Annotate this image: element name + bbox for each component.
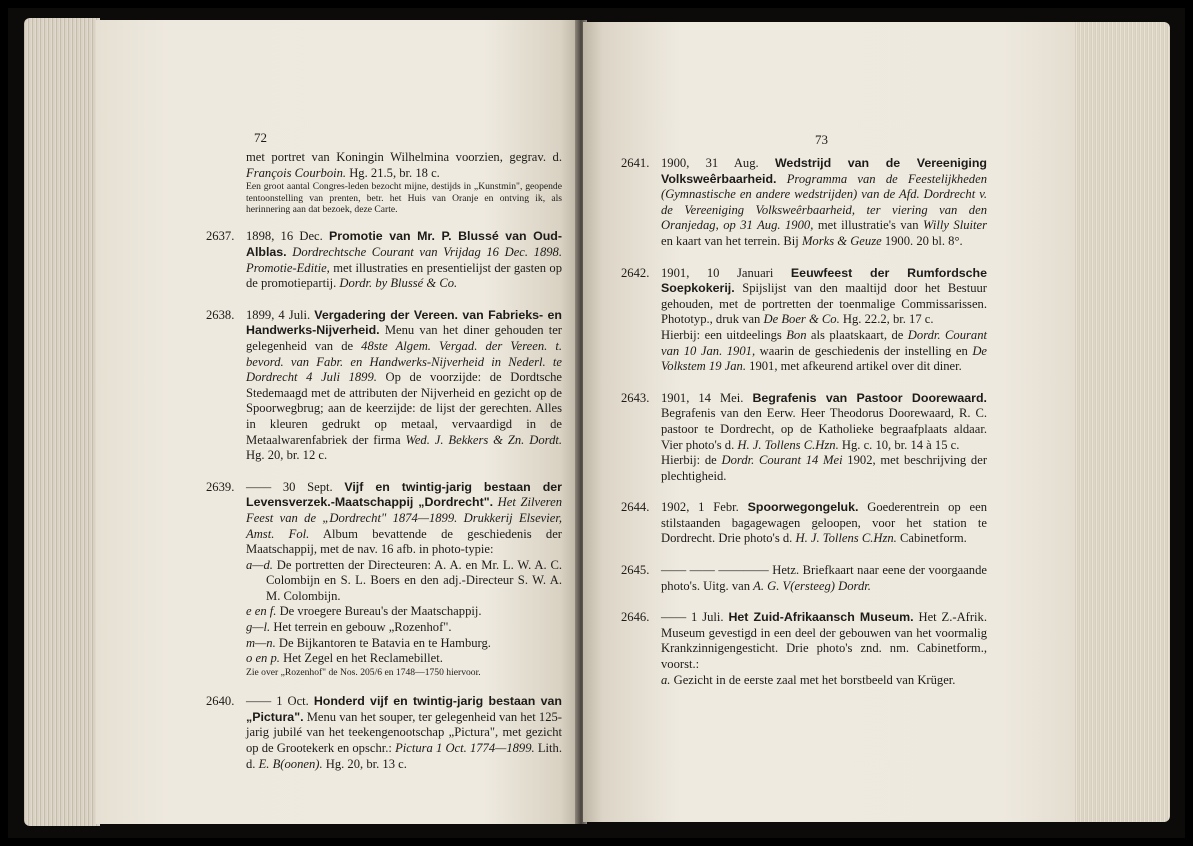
list-item: m—n. De Bijkantoren te Batavia en te Hamburg.: [246, 635, 491, 650]
entry-2642: 2642. 1901, 10 Januari Eeuwfeest der Rumfordsche Soepkokerij. Spijslijst van den maaltijd door het Bestuur gehouden, met de portretten der toenmalige Commissarissen. Phototyp., druk van De Boer & Co. Hg. 22.2, br. 17 c. Hierbij: een uitdeelings Bon als plaatskaart, de Dordr. Courant van 10 Jan. 1901, waarin de geschiedenis der instelling en De Volkstem 19 Jan. 1901, met afkeurend artikel over dit diner.: [621, 265, 988, 374]
list-item: e en f. De vroegere Bureau's der Maatschappij.: [246, 604, 482, 619]
entry-2640: 2640. —— 1 Oct. Honderd vijf en twintig-jarig bestaan van „Pictura". Menu van het souper, ter gelegenheid van het 125-jarig jubilé van het teekengenootschap „Pictura", met gezicht op de Grootekerk en opschr.: Pictura 1 Oct. 1774—1899. Lith. d. E. B(oonen). Hg. 20, br. 13 c.: [206, 694, 562, 771]
page-number: 73: [815, 132, 828, 147]
right-page-edges: [1072, 22, 1170, 822]
entry-2637: 2637. 1898, 16 Dec. Promotie van Mr. P. Blussé van Oud-Alblas. Dordrechtsche Courant van Vrijdag 16 Dec. 1898. Promotie-Editie, met illustraties en presentielijst der gasten op de promotiepartij. Dordr. by Blussé & Co.: [206, 229, 562, 291]
entry-2641: 2641. 1900, 31 Aug. Wedstrijd van de Vereeniging Volksweêrbaarheid. Programma van de Feestelijkheden (Gymnastische en andere wedstrijden) van de Afd. Dordrecht v. de Vereeniging Volksweêrbaarheid, ter viering van den Oranjedag, op 31 Aug. 1900, met illustratie's van Willy Sluiter en kaart van het terrein. Bij Morks & Geuze 1900. 20 bl. 8°.: [621, 156, 987, 248]
left-page: [96, 20, 580, 824]
entry-2644: 2644. 1902, 1 Febr. Spoorwegongeluk. Goederentrein op een stilstaanden bagagewagen geloopen, voor het station te Dordrecht. Drie photo's d. H. J. Tollens C.Hzn. Cabinetform.: [621, 500, 987, 546]
entry-2643: 2643. 1901, 14 Mei. Begrafenis van Pastoor Doorewaard. Begrafenis van den Eerw. Heer Theodorus Doorewaard, R. C. pastoor te Dordrecht, op de Katholieke begraafplaats aldaar. Vier photo's d. H. J. Tollens C.Hzn. Hg. c. 10, br. 14 à 15 c. Hierbij: de Dordr. Courant 14 Mei 1902, met beschrijving der plechtigheid.: [621, 390, 988, 483]
list-item: a—d. De portretten der Directeuren: A. A. en Mr. L. W. A. C. Colombijn en S. L. Boers en den adj.-Directeur S. W. A. M. Colombijn.: [246, 557, 563, 603]
list-item: g—l. Het terrein en gebouw „Rozenhof".: [246, 620, 452, 635]
left-page-edges: [24, 18, 100, 826]
entry-2638: 2638. 1899, 4 Juli. Vergadering der Vereen. van Fabrieks- en Handwerks-Nijverheid. Menu van het diner gehouden ter gelegenheid van de 48ste Algem. Vergad. der Vereen. t. bevord. van Fabr. en Handwerks-Nijverheid in Nederl. te Dordrecht 4 Juli 1899. Op de voorzijde: de Dordtsche Stedemaagd met de attributen der Nijverheid en gezicht op de Spoorwegbrug; aan de keerzijde: de lijst der gerechten. Alles in kleuren gedrukt op metaal, vervaardigd in de Metaalwarenfabriek der firma Wed. J. Bekkers & Zn. Dordt. Hg. 20, br. 12 c.: [206, 307, 563, 463]
list-item: a. Gezicht in de eerste zaal met het borstbeeld van Krüger.: [661, 672, 956, 687]
entry-2646: 2646. —— 1 Juli. Het Zuid-Afrikaansch Museum. Het Z.-Afrik. Museum gevestigd in een deel der gebouwen van het voormalig Krankzinnigengesticht. Drie photo's znd. nm. Cabinetform., voorst.: a. Gezicht in de eerste zaal met het borstbeeld van Krüger.: [621, 610, 987, 687]
entry-2639: 2639. —— 30 Sept. Vijf en twintig-jarig bestaan der Levensverzek.-Maatschappij „Dordrecht". Het Zilveren Feest van de „Dordrecht" 1874—1899. Drukkerij Elsevier, Amst. Fol. Album bevattende de geschiedenis der Maatschappij, met de nav. 16 afb. in photo-typie: a—d. De portretten der Directeuren: A. A. en Mr. L. W. A. C. Colombijn en S. L. Boers en den adj.-Directeur S. W. A. M. Colombijn. e en f. De vroegere Bureau's der Maatschappij. g—l. Het terrein en gebouw „Rozenhof". m—n. De Bijkantoren te Batavia en te Hamburg. o en p. Het Zegel en het Reclamebillet. Zie over „Rozenhof" de Nos. 205/6 en 1748—1750 hiervoor.: [206, 479, 563, 678]
entry-2645: 2645. —— —— ———— Hetz. Briefkaart naar eene der voorgaande photo's. Uitg. van A. G. V(ersteeg) Dordr.: [621, 563, 987, 593]
left-page-text: [206, 150, 563, 788]
list-item: o en p. Het Zegel en het Reclamebillet.: [246, 651, 443, 666]
right-page: [583, 22, 1075, 822]
intro-entry: met portret van Koningin Wilhelmina voorzien, gegrav. d. François Courboin. Hg. 21.5, br. 18 c. Een groot aantal Congres-leden bezocht mijne, destijds in „Kunstmin", geopende tentoonstelling van prenten, betr. het Huis van Oranje en ontving ik, als herinnering aan dat bezoek, deze Carte.: [246, 150, 562, 215]
intro-note: Een groot aantal Congres-leden bezocht mijne, destijds in „Kunstmin", geopende tentoonstelling van prenten, betr. het Huis van Oranje en ontving ik, als herinnering aan dat bezoek, deze Carte.: [246, 181, 562, 215]
right-page-text: [621, 156, 988, 704]
page-number: 72: [254, 130, 267, 145]
